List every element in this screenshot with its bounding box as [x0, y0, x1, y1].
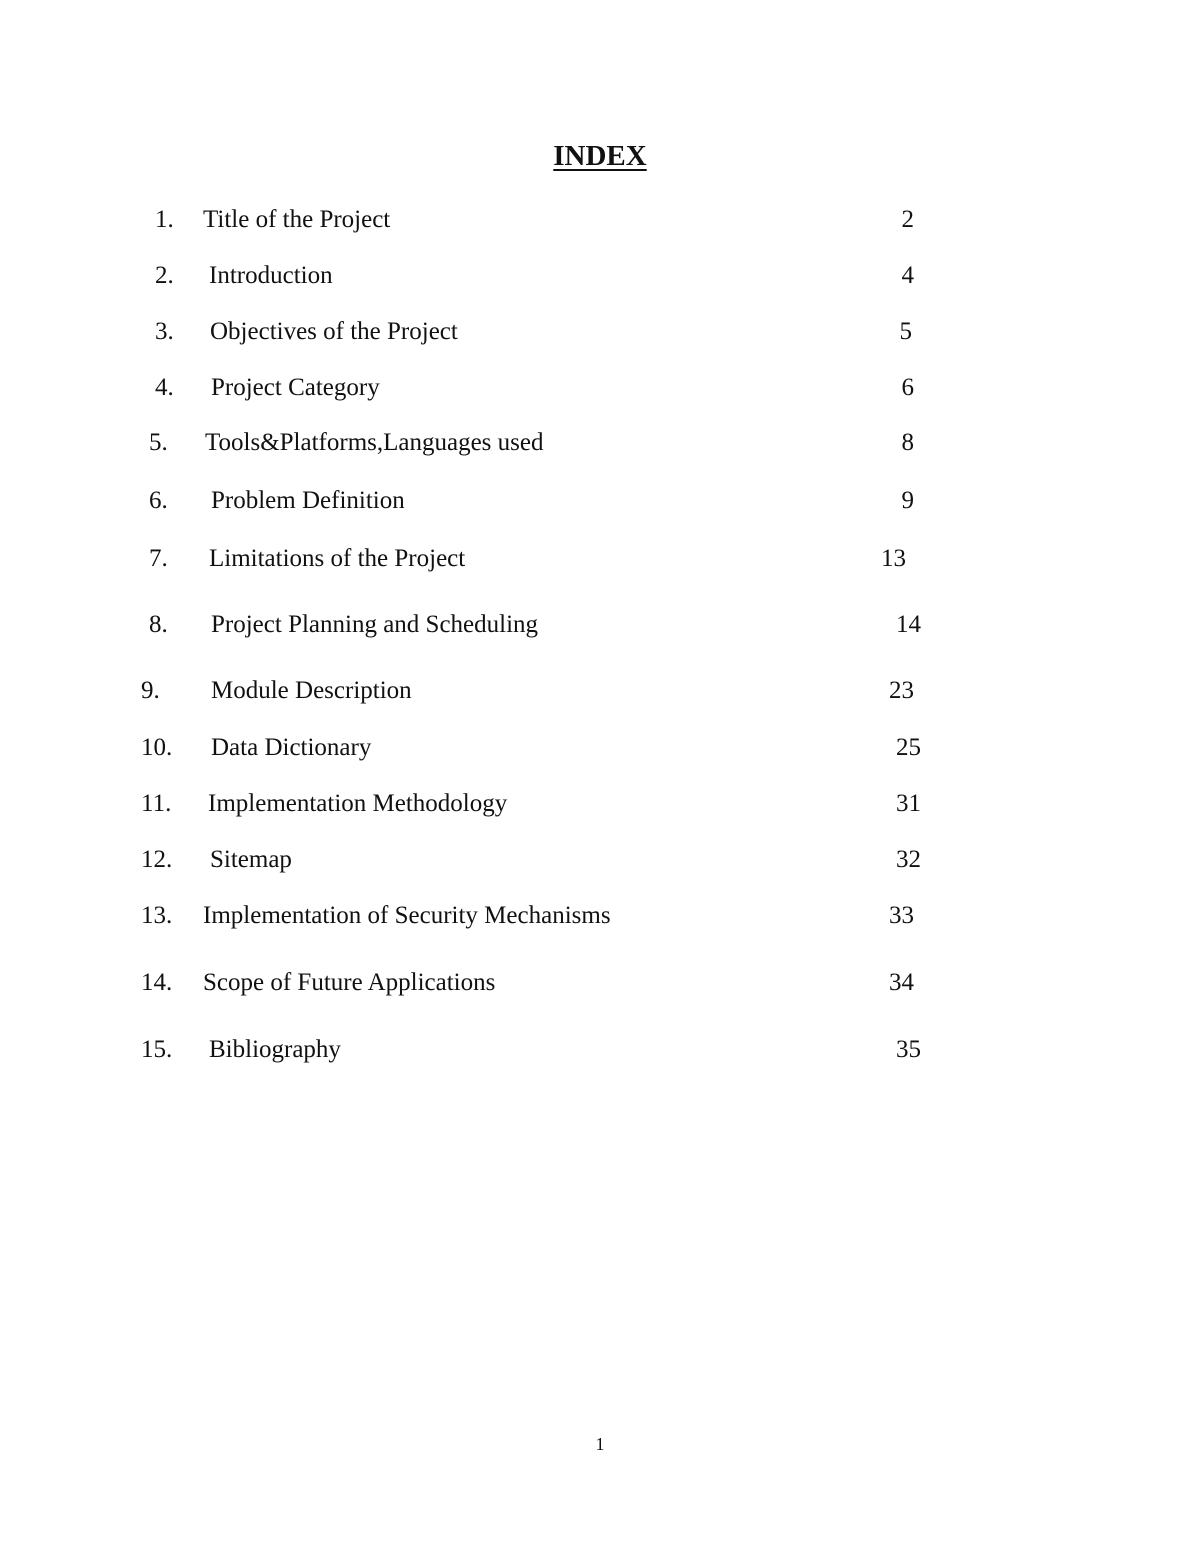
toc-entry-number: 12. [141, 846, 173, 873]
toc-entry-number: 15. [141, 1036, 173, 1063]
toc-entry [0, 968, 1200, 998]
toc-entry-number: 2. [155, 262, 174, 289]
toc-entry-page: 5 [899, 318, 912, 345]
toc-entry-page: 23 [889, 677, 914, 704]
toc-entry [0, 789, 1200, 819]
toc-entry-page: 9 [901, 487, 914, 514]
toc-entry-number: 11. [141, 790, 172, 817]
toc-entry [0, 1035, 1200, 1065]
toc-entry-page: 2 [901, 206, 914, 233]
toc-entry-title: Module Description [211, 677, 412, 704]
toc-entry-page: 32 [896, 846, 921, 873]
toc-entry-page: 33 [889, 902, 914, 929]
toc-entry [0, 845, 1200, 875]
toc-entry-title: Implementation Methodology [208, 790, 508, 817]
toc-entry-number: 6. [149, 487, 168, 514]
toc-entry-number: 5. [149, 429, 168, 456]
toc-entry-title: Introduction [209, 262, 333, 289]
toc-entry-number: 3. [155, 318, 174, 345]
toc-entry-number: 1. [155, 206, 174, 233]
toc-entry [0, 317, 1200, 347]
toc-entry-title: Limitations of the Project [209, 545, 466, 572]
toc-entry-page: 8 [901, 429, 914, 456]
toc-entry-title: Problem Definition [211, 487, 405, 514]
toc-entry-page: 4 [901, 262, 914, 289]
toc-entry [0, 676, 1200, 706]
toc-entry-number: 4. [155, 374, 174, 401]
toc-entry-page: 25 [896, 734, 921, 761]
toc-entry-number: 7. [149, 545, 168, 572]
toc-entry-title: Title of the Project [203, 206, 391, 233]
toc-entry [0, 733, 1200, 763]
toc-entry-title: Objectives of the Project [210, 318, 458, 345]
toc-entry [0, 428, 1200, 458]
toc-entry [0, 373, 1200, 403]
toc-entry-title: Data Dictionary [211, 734, 372, 761]
page-title: INDEX [553, 140, 647, 172]
toc-entry-title: Project Category [211, 374, 380, 401]
toc-entry [0, 544, 1200, 574]
toc-entry-number: 9. [141, 677, 160, 704]
toc-entry [0, 610, 1200, 640]
toc-entry-number: 10. [141, 734, 173, 761]
toc-entry-title: Implementation of Security Mechanisms [203, 902, 611, 929]
toc-entry-page: 31 [896, 790, 921, 817]
toc-entry [0, 261, 1200, 291]
toc-entry [0, 901, 1200, 931]
toc-entry [0, 205, 1200, 235]
toc-entry-number: 14. [141, 969, 173, 996]
toc-entry-title: Sitemap [210, 846, 292, 873]
page-number: 1 [595, 1434, 605, 1454]
toc-entry-number: 13. [141, 902, 173, 929]
toc-entry-page: 35 [896, 1036, 921, 1063]
toc-entry-number: 8. [149, 611, 168, 638]
toc-entry-page: 13 [881, 545, 906, 572]
toc-entry [0, 486, 1200, 516]
toc-entry-title: Scope of Future Applications [203, 969, 496, 996]
toc-entry-page: 14 [896, 611, 921, 638]
toc-entry-page: 6 [901, 374, 914, 401]
toc-entry-page: 34 [889, 969, 914, 996]
toc-entry-title: Bibliography [209, 1036, 341, 1063]
toc-entry-title: Project Planning and Scheduling [211, 611, 539, 638]
toc-entry-title: Tools&Platforms,Languages used [205, 429, 544, 456]
